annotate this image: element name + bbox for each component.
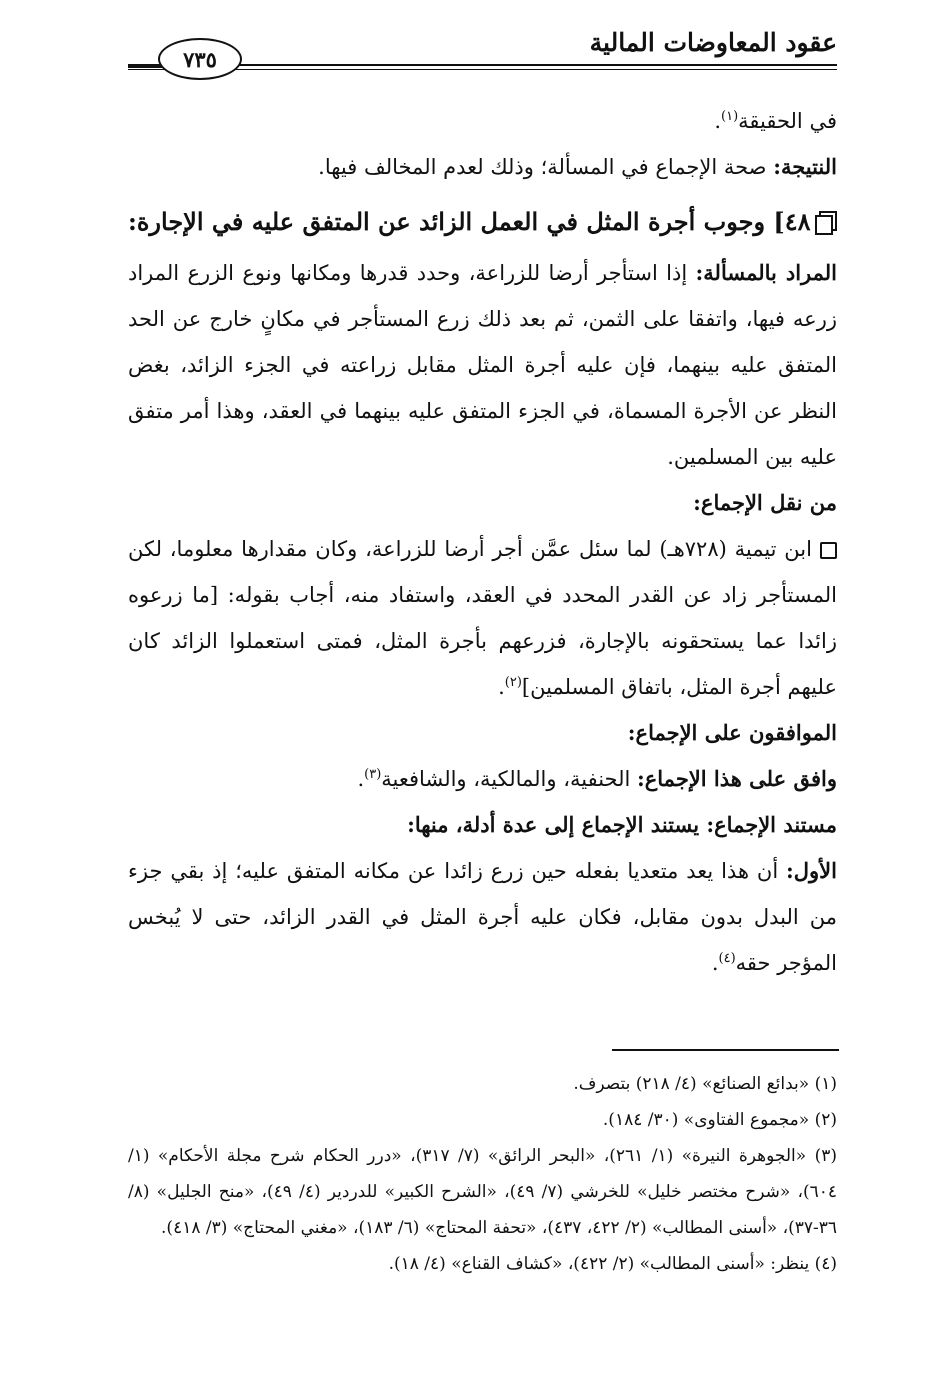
main-text [128, 98, 837, 986]
meaning-text: إذا استأجر أرضا للزراعة، وحدد قدرها ومكانها ونوع الزرع المراد زرعه فيها، واتفقا على الثمن، ثم بعد ذلك زرع المستأجر في مكانٍ خارج عن الحد المتفق عليه بينهما، فإن عليه أجرة المثل مقابل زراعته في الجزء الزائد، بغض النظر عن الأجرة المسماة، في الجزء المتفق عليه بينهما في العقد، وهذا أمر متفق عليه بين المسلمين. [128, 261, 837, 469]
transmitter-text: ابن تيمية (٧٢٨هـ) لما سئل عمَّن أجر أرضا للزراعة، وكان مقدارها معلوما، لكن المستأجر زاد عن القدر المحدد في العقد، واستفاد منه، أجاب بقوله: [ما زرعوه زائدا عما يستحقونه بالإجارة، فزرعهم بأجرة المثل، فمتى استعملوا الزائد كان عليهم أجرة المثل، باتفاق المسلمين] [128, 537, 837, 699]
paragraph-result [128, 144, 837, 190]
footnote-2: (٢) «مجموع الفتاوى» (٣٠/ ١٨٤). [602, 1110, 837, 1130]
footnote-3: (٣) «الجوهرة النيرة» (١/ ٢٦١)، «البحر الرائق» (٧/ ٣١٧)، «درر الحكام شرح مجلة الأحكام» (١/ ٦٠٤)، «شرح مختصر خليل» للخرشي (٧/ ٤٩)، «الشرح الكبير» للدردير (٤/ ٤٩)، «منح الجليل» (٨/ ٣٦-٣٧)، «أسنى المطالب» (٢/ ٤٢٢، ٤٣٧)، «تحفة المحتاج» (٦/ ١٨٣)، «مغني المحتاج» (٣/ ٤١٨). [128, 1146, 837, 1238]
paragraph-conclusion-tail: في الحقيقة$^{(١)}$. [714, 109, 837, 133]
running-header-title: عقود المعاوضات المالية [589, 28, 837, 57]
checkbox-bullet-icon [820, 542, 837, 559]
paragraph-first-evidence: الأول: أن هذا يعد متعديا بفعله حين زرع زائدا عن مكانه المتفق عليه؛ إذ بقي جزء من البدل بدون مقابل، فكان عليه أجرة المثل في القدر الزائد، حتى لا يُبخس المؤجر حقه$^{(٤)}$. [128, 858, 837, 975]
meaning-label: المراد بالمسألة: [695, 260, 837, 285]
section-heading [128, 194, 837, 250]
section-heading-text: ٤٨] وجوب أجرة المثل في العمل الزائد عن المتفق عليه في الإجارة: [128, 207, 811, 236]
documents-icon [819, 211, 837, 233]
result-label: النتيجة: [773, 154, 837, 179]
paragraph-meaning [128, 250, 837, 480]
first-label: الأول: [786, 858, 837, 883]
footnote-4: (٤) ينظر: «أسنى المطالب» (٢/ ٤٢٢)، «كشاف القناع» (٤/ ١٨). [388, 1254, 837, 1274]
result-text: صحة الإجماع في المسألة؛ وذلك لعدم المخالف فيها. [318, 155, 774, 179]
first-text: أن هذا يعد متعديا بفعله حين زرع زائدا عن مكانه المتفق عليه؛ إذ بقي جزء من البدل بدون مقابل، فكان عليه أجرة المثل في القدر الزائد، حتى لا يُبخس المؤجر حقه [128, 859, 837, 975]
transmitters-heading: من نقل الإجماع: [693, 490, 837, 515]
footnote-1: (١) «بدائع الصنائع» (٤/ ٢١٨) بتصرف. [573, 1074, 837, 1094]
footnote-separator [612, 1049, 839, 1051]
agreers-heading: الموافقون على الإجماع: [627, 720, 837, 745]
page-number: ٧٣٥ [183, 46, 217, 72]
footnotes [128, 1066, 837, 1282]
page-number-badge [158, 38, 242, 80]
paragraph-agree: وافق على هذا الإجماع: الحنفية، والمالكية، والشافعية$^{(٣)}$. [357, 766, 837, 791]
footnote-ref: (٢) [504, 675, 522, 690]
footnote-ref: (٣) [364, 767, 382, 782]
footnote-ref: (٤) [718, 951, 736, 966]
basis-heading: مستند الإجماع: يستند الإجماع إلى عدة أدلة، منها: [407, 812, 837, 837]
agree-label: وافق على هذا الإجماع: [637, 766, 837, 791]
header-rule-tail [128, 66, 162, 68]
paragraph-transmitter: ابن تيمية (٧٢٨هـ) لما سئل عمَّن أجر أرضا للزراعة، وكان مقدارها معلوما، لكن المستأجر زاد عن القدر المحدد في العقد، واستفاد منه، أجاب بقوله: [ما زرعوه زائدا عما يستحقونه بالإجارة، فزرعهم بأجرة المثل، فمتى استعملوا الزائد كان عليهم أجرة المثل، باتفاق المسلمين]$^{(٢)}$. [128, 537, 837, 699]
agree-text: الحنفية، والمالكية، والشافعية [381, 767, 637, 791]
footnote-ref: (١) [721, 109, 739, 124]
